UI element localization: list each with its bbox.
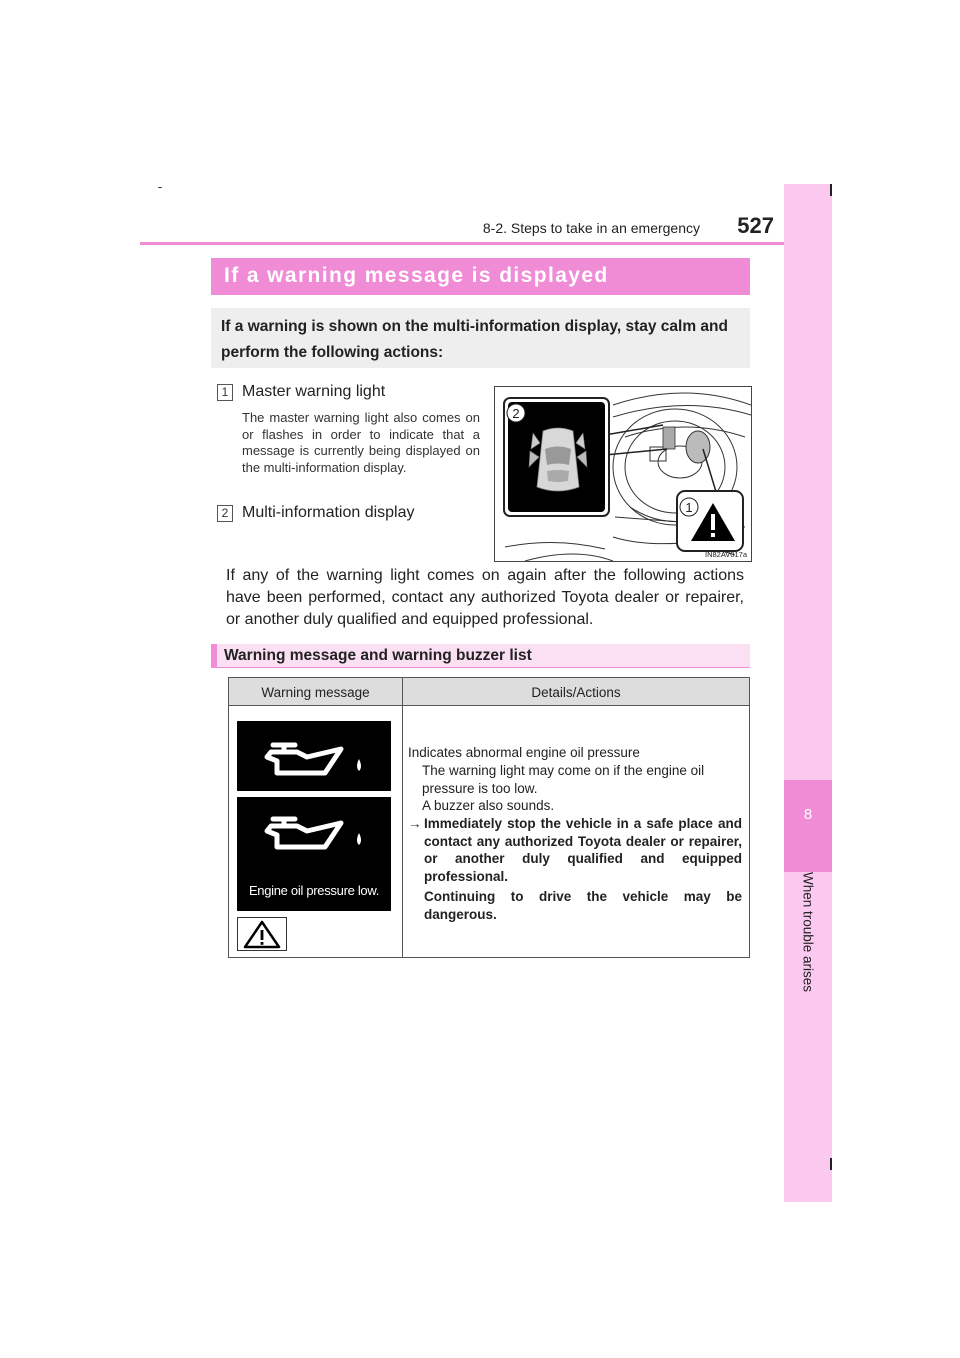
dashboard-illustration [494,386,752,562]
chapter-title: When trouble arises [800,871,816,993]
detail-explanation: The warning light may come on if the engine oil pressure is too low. [422,763,705,796]
item-number-1: 1 [217,384,233,401]
crop-mark [158,187,162,188]
body-paragraph: If any of the warning light comes on again after the following actions have been performed, contact any authorized Toyota dealer or repairer, or another duly qualified and equipped professional. [226,567,744,628]
callout-1: 1 [685,500,693,515]
callout-2: 2 [512,406,520,421]
crop-mark [830,184,832,196]
crop-mark [830,1158,832,1170]
section-reference: 8-2. Steps to take in an emergency [482,220,700,236]
header-rule [140,242,832,245]
item-description: The master warning light also comes on or flashes in order to indicate that a message is currently being displayed on the multi-information display. [242,410,480,475]
item-number-2: 2 [217,505,233,522]
column-header-details-actions: Details/Actions [531,685,621,700]
chapter-tab-active[interactable] [784,780,832,872]
illustration-code: IN82AV017a [705,550,747,559]
detail-caution: Continuing to drive the vehicle may be dangerous. [424,889,742,922]
detail-action-text: Immediately stop the vehicle in a safe place and contact any authorized Toyota dealer or repairer, or another duly qualified and equipped professional. [424,816,742,884]
subsection-rule [211,667,750,668]
table-column-divider [402,677,403,958]
display-message-text: Engine oil pressure low. [248,883,380,898]
page-number: 527 [737,213,774,238]
chapter-tab-strip [784,184,832,1202]
section-title: If a warning message is displayed [224,264,609,287]
subsection-title: Warning message and warning buzzer list [224,647,532,664]
arrow-icon: → [408,816,422,831]
detail-summary: Indicates abnormal engine oil pressure [408,745,640,760]
intro-text: If a warning is shown on the multi-information display, stay calm and perform the following actions: [221,318,728,361]
item-title-multi-information-display: Multi-information display [242,504,415,521]
oil-can-icon [237,721,391,791]
oil-can-icon [237,797,391,877]
detail-action [408,815,744,885]
master-warning-icon [237,917,287,951]
detail-buzzer: A buzzer also sounds. [422,798,555,813]
column-header-warning-message: Warning message [261,685,370,700]
subsection-accent [211,644,217,668]
item-title-master-warning-light: Master warning light [242,383,386,400]
oil-pressure-warning-light [237,721,391,791]
chapter-number: 8 [803,806,813,823]
